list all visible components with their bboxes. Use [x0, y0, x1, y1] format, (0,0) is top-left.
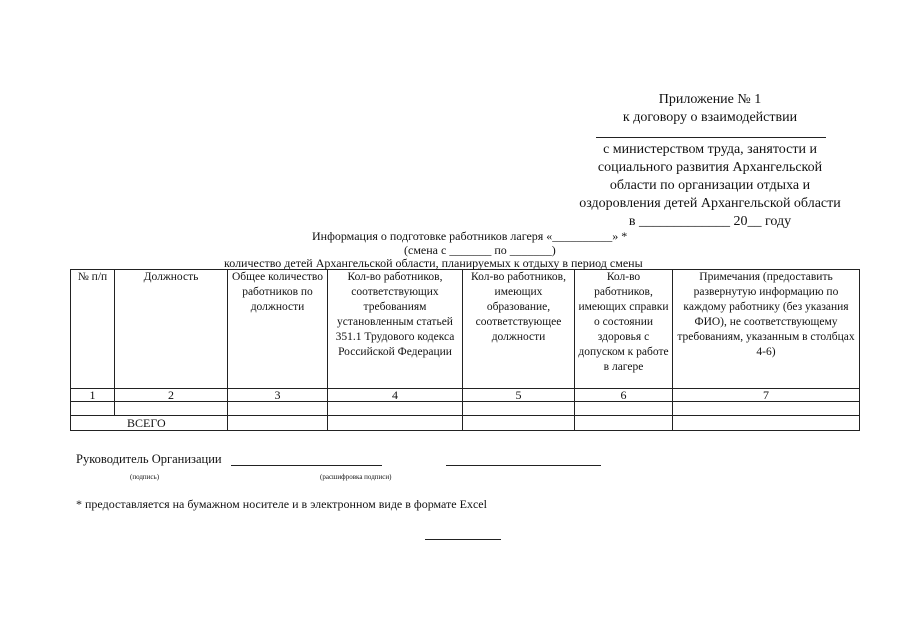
col-header-number: № п/п	[71, 270, 115, 389]
table-cell[interactable]	[463, 402, 575, 416]
col-number-5: 5	[463, 389, 575, 402]
table-cell[interactable]	[328, 402, 463, 416]
signature-label: Руководитель Организации	[76, 452, 222, 466]
col-number-2: 2	[115, 389, 228, 402]
appendix-subtitle: к договору о взаимодействии	[622, 110, 798, 125]
col-header-workers-meeting-requirements: Кол-во работников, соответствующих требованиям установленным статьей 351.1 Трудового кодекса Российской Федерации	[328, 270, 463, 389]
signature-line[interactable]	[231, 465, 382, 466]
header-ministry-line-2: социального развития Архангельской	[597, 160, 823, 175]
signature-decode-caption: (расшифровка подписи)	[320, 473, 392, 481]
table-cell[interactable]	[115, 402, 228, 416]
closing-rule	[425, 539, 501, 540]
table-cell[interactable]	[673, 402, 860, 416]
col-header-notes: Примечания (предоставить развернутую информацию по каждому работнику (без указания ФИО), не соответствующему требованиям, указанным в столбцах 4-6)	[673, 270, 860, 389]
table-cell[interactable]	[463, 416, 575, 431]
table-cell[interactable]	[673, 416, 860, 431]
workers-table	[70, 269, 860, 431]
table-cell[interactable]	[575, 402, 673, 416]
col-number-1: 1	[71, 389, 115, 402]
header-ministry-line-3: области по организации отдыха и	[609, 178, 811, 193]
footnote: * предоставляется на бумажном носителе и в электронном виде в формате Excel	[76, 497, 487, 511]
col-number-3: 3	[228, 389, 328, 402]
appendix-number: Приложение № 1	[658, 92, 762, 107]
table-cell[interactable]	[328, 416, 463, 431]
col-number-6: 6	[575, 389, 673, 402]
info-title: Информация о подготовке работников лагеря «__________» *	[312, 229, 628, 243]
table-cell[interactable]	[575, 416, 673, 431]
col-number-7: 7	[673, 389, 860, 402]
children-count-line: количество детей Архангельской области, планируемых к отдыху в период смены	[224, 256, 643, 270]
table-row	[71, 402, 860, 416]
table-header-row	[71, 270, 860, 389]
signature-caption: (подпись)	[130, 473, 160, 481]
signature-decode-line[interactable]	[446, 465, 601, 466]
shift-period: (смена с _______ по _______)	[404, 243, 556, 257]
header-ministry-line-1: с министерством труда, занятости и	[603, 142, 817, 157]
total-label: ВСЕГО	[71, 416, 228, 431]
table-column-numbers-row	[71, 389, 860, 402]
header-blank-line	[596, 137, 826, 138]
col-header-workers-health: Кол-во работников, имеющих справки о состоянии здоровья с допуском к работе в лагере	[575, 270, 673, 389]
header-ministry-line-4: оздоровления детей Архангельской области	[579, 196, 841, 211]
table-cell[interactable]	[228, 402, 328, 416]
col-number-4: 4	[328, 389, 463, 402]
header-year-line: в _____________ 20__ году	[628, 214, 792, 229]
table-total-row	[71, 416, 860, 431]
col-header-total-workers: Общее количество работников по должности	[228, 270, 328, 389]
table-cell[interactable]	[228, 416, 328, 431]
col-header-position: Должность	[115, 270, 228, 389]
col-header-workers-education: Кол-во работников, имеющих образование, соответствующее должности	[463, 270, 575, 389]
table-cell[interactable]	[71, 402, 115, 416]
